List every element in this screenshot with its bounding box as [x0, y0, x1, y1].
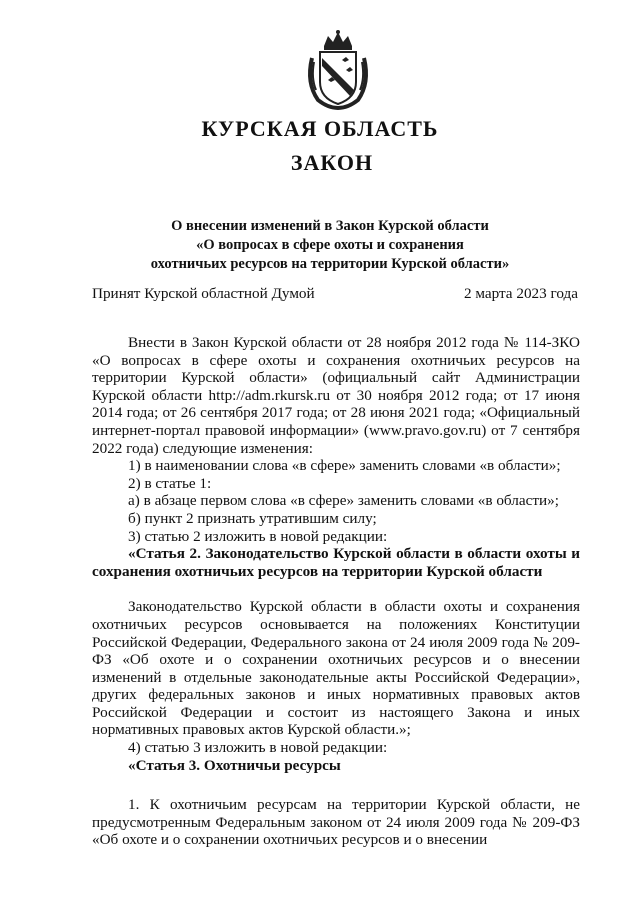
law-heading-line: охотничьих ресурсов на территории Курской области» — [150, 256, 510, 272]
kursk-coat-of-arms-icon — [302, 28, 374, 110]
article-3-paragraph-1: 1. К охотничьим ресурсам на территории Курской области, не предусмотренным Федеральным законом от 24 июля 2009 года № 209-ФЗ «Об охоте и о сохранении охотничьих ресурсов и о внесении — [92, 796, 580, 849]
article-2-text: Законодательство Курской области в области охоты и сохранения охотничьих ресурсов основывается на положениях Конституции Российской Федерации, Федерального закона от 24 июля 2009 года № 209-ФЗ «Об охоте и о сохранении охотничьих ресурсов и о внесении изменений в отдельные законодательные акты Российской Федерации», других федеральных законов и иных нормативных правовых актов Российской Федерации и состоит из настоящего Закона и иных нормативных правовых актов Курской области.»; — [92, 598, 580, 739]
adopted-by: Принят Курской областной Думой — [92, 285, 315, 302]
law-body — [92, 334, 580, 849]
amendment-item: б) пункт 2 признать утратившим силу; — [128, 509, 377, 527]
intro-paragraph: Внести в Закон Курской области от 28 ноября 2012 года № 114-ЗКО «О вопросах в сфере охоты и сохранения охотничьих ресурсов на территории Курской области» (официальный сайт Администрации Курской области http://adm.rkursk.ru от 30 ноября 2012 года; от 17 июня 2014 года; от 26 сентября 2017 года; от 28 июня 2021 года; «Официальный интернет-портал правовой информации» (www.pravo.gov.ru) от 7 сентября 2022 года) следующие изменения: — [92, 334, 580, 457]
amendment-item: а) в абзаце первом слова «в сфере» заменить словами «в области»; — [128, 492, 559, 510]
law-heading-line: «О вопросах в сфере охоты и сохранения — [196, 237, 464, 253]
document-type: ЗАКОН — [290, 150, 374, 175]
law-heading-line: О внесении изменений в Закон Курской области — [171, 218, 489, 234]
adoption-line — [92, 285, 578, 303]
amendment-item: 1) в наименовании слова «в сфере» заменить словами «в области»; — [128, 457, 561, 475]
article-2-heading: «Статья 2. Законодательство Курской области в области охоты и сохранения охотничьих ресурсов на территории Курской области — [92, 545, 580, 580]
adopted-date: 2 марта 2023 года — [463, 285, 578, 302]
amendment-item: 3) статью 2 изложить в новой редакции: — [128, 527, 388, 545]
amendment-item: 4) статью 3 изложить в новой редакции: — [128, 739, 388, 757]
article-3-heading: «Статья 3. Охотничьи ресурсы — [128, 756, 341, 774]
law-heading — [60, 217, 600, 274]
amendment-item: 2) в статье 1: — [128, 474, 212, 492]
region-title: КУРСКАЯ ОБЛАСТЬ — [201, 116, 439, 141]
